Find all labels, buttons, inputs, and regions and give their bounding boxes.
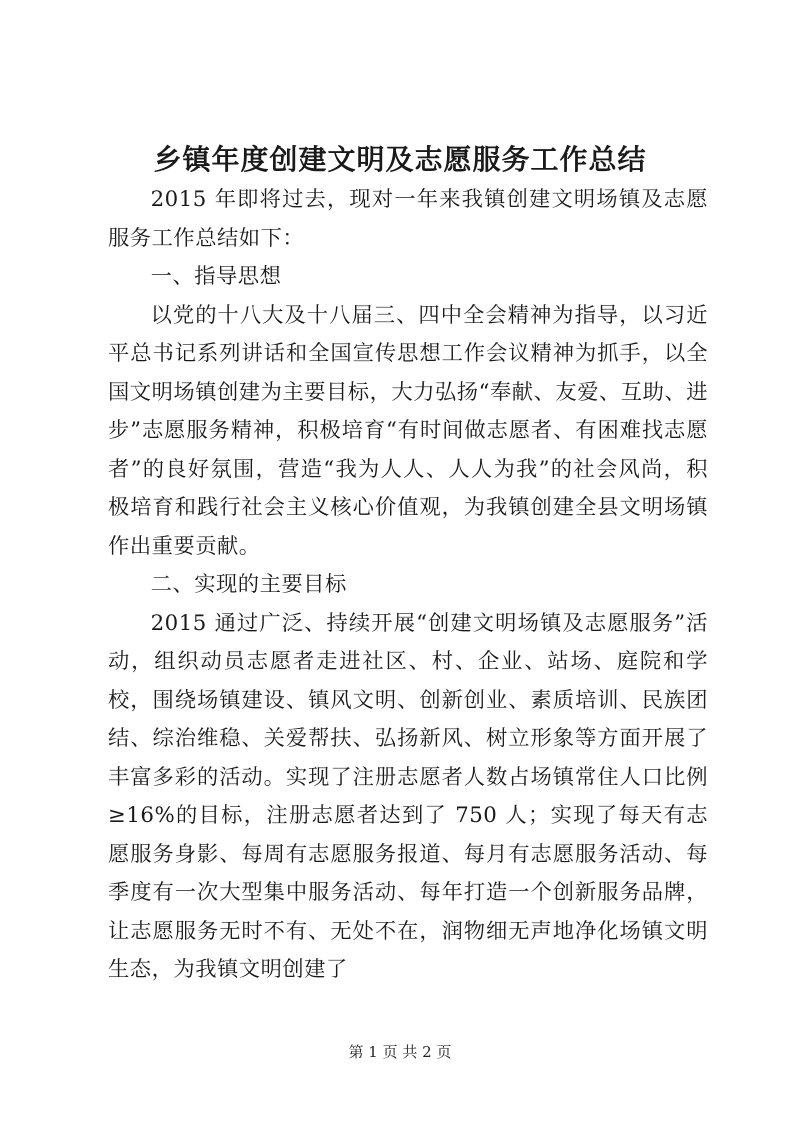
page-number-footer: 第 1 页 共 2 页 — [348, 1043, 452, 1061]
section-heading-main-goals: 二、实现的主要目标 — [150, 572, 347, 597]
guiding-ideology-paragraph: 以党的十八大及十八届三、四中全会精神为指导，以习近平总书记系列讲话和全国宣传思想工作会议精神为抓手，以全国文明场镇创建为主要目标，大力弘扬“奉献、友爱、互助、进步”志愿服务精神，积极培育“有时间做志愿者、有困难找志愿者”的良好氛围，营造“我为人人、人人为我”的社会风尚，积极培育和践行社会主义核心价值观，为我镇创建全县文明场镇作出重要贡献。 — [108, 302, 708, 559]
section-heading-guiding-ideology: 一、指导思想 — [150, 264, 282, 289]
document-body — [108, 181, 708, 990]
document-title: 乡镇年度创建文明及志愿服务工作总结 — [153, 143, 647, 176]
intro-paragraph: 2015 年即将过去，现对一年来我镇创建文明场镇及志愿服务工作总结如下： — [108, 187, 708, 251]
main-goals-paragraph: 2015 通过广泛、持续开展“创建文明场镇及志愿服务”活动，组织动员志愿者走进社区、村、企业、站场、庭院和学校，围绕场镇建设、镇风文明、创新创业、素质培训、民族团结、综治维稳、关爱帮扶、弘扬新风、树立形象等方面开展了丰富多彩的活动。实现了注册志愿者人数占场镇常住人口比例≥16%的目标，注册志愿者达到了 750 人；实现了每天有志愿服务身影、每周有志愿服务报道、每月有志愿服务活动、每季度有一次大型集中服务活动、每年打造一个创新服务品牌，让志愿服务无时不有、无处不在，润物细无声地净化场镇文明生态，为我镇文明创建了 — [108, 610, 708, 982]
